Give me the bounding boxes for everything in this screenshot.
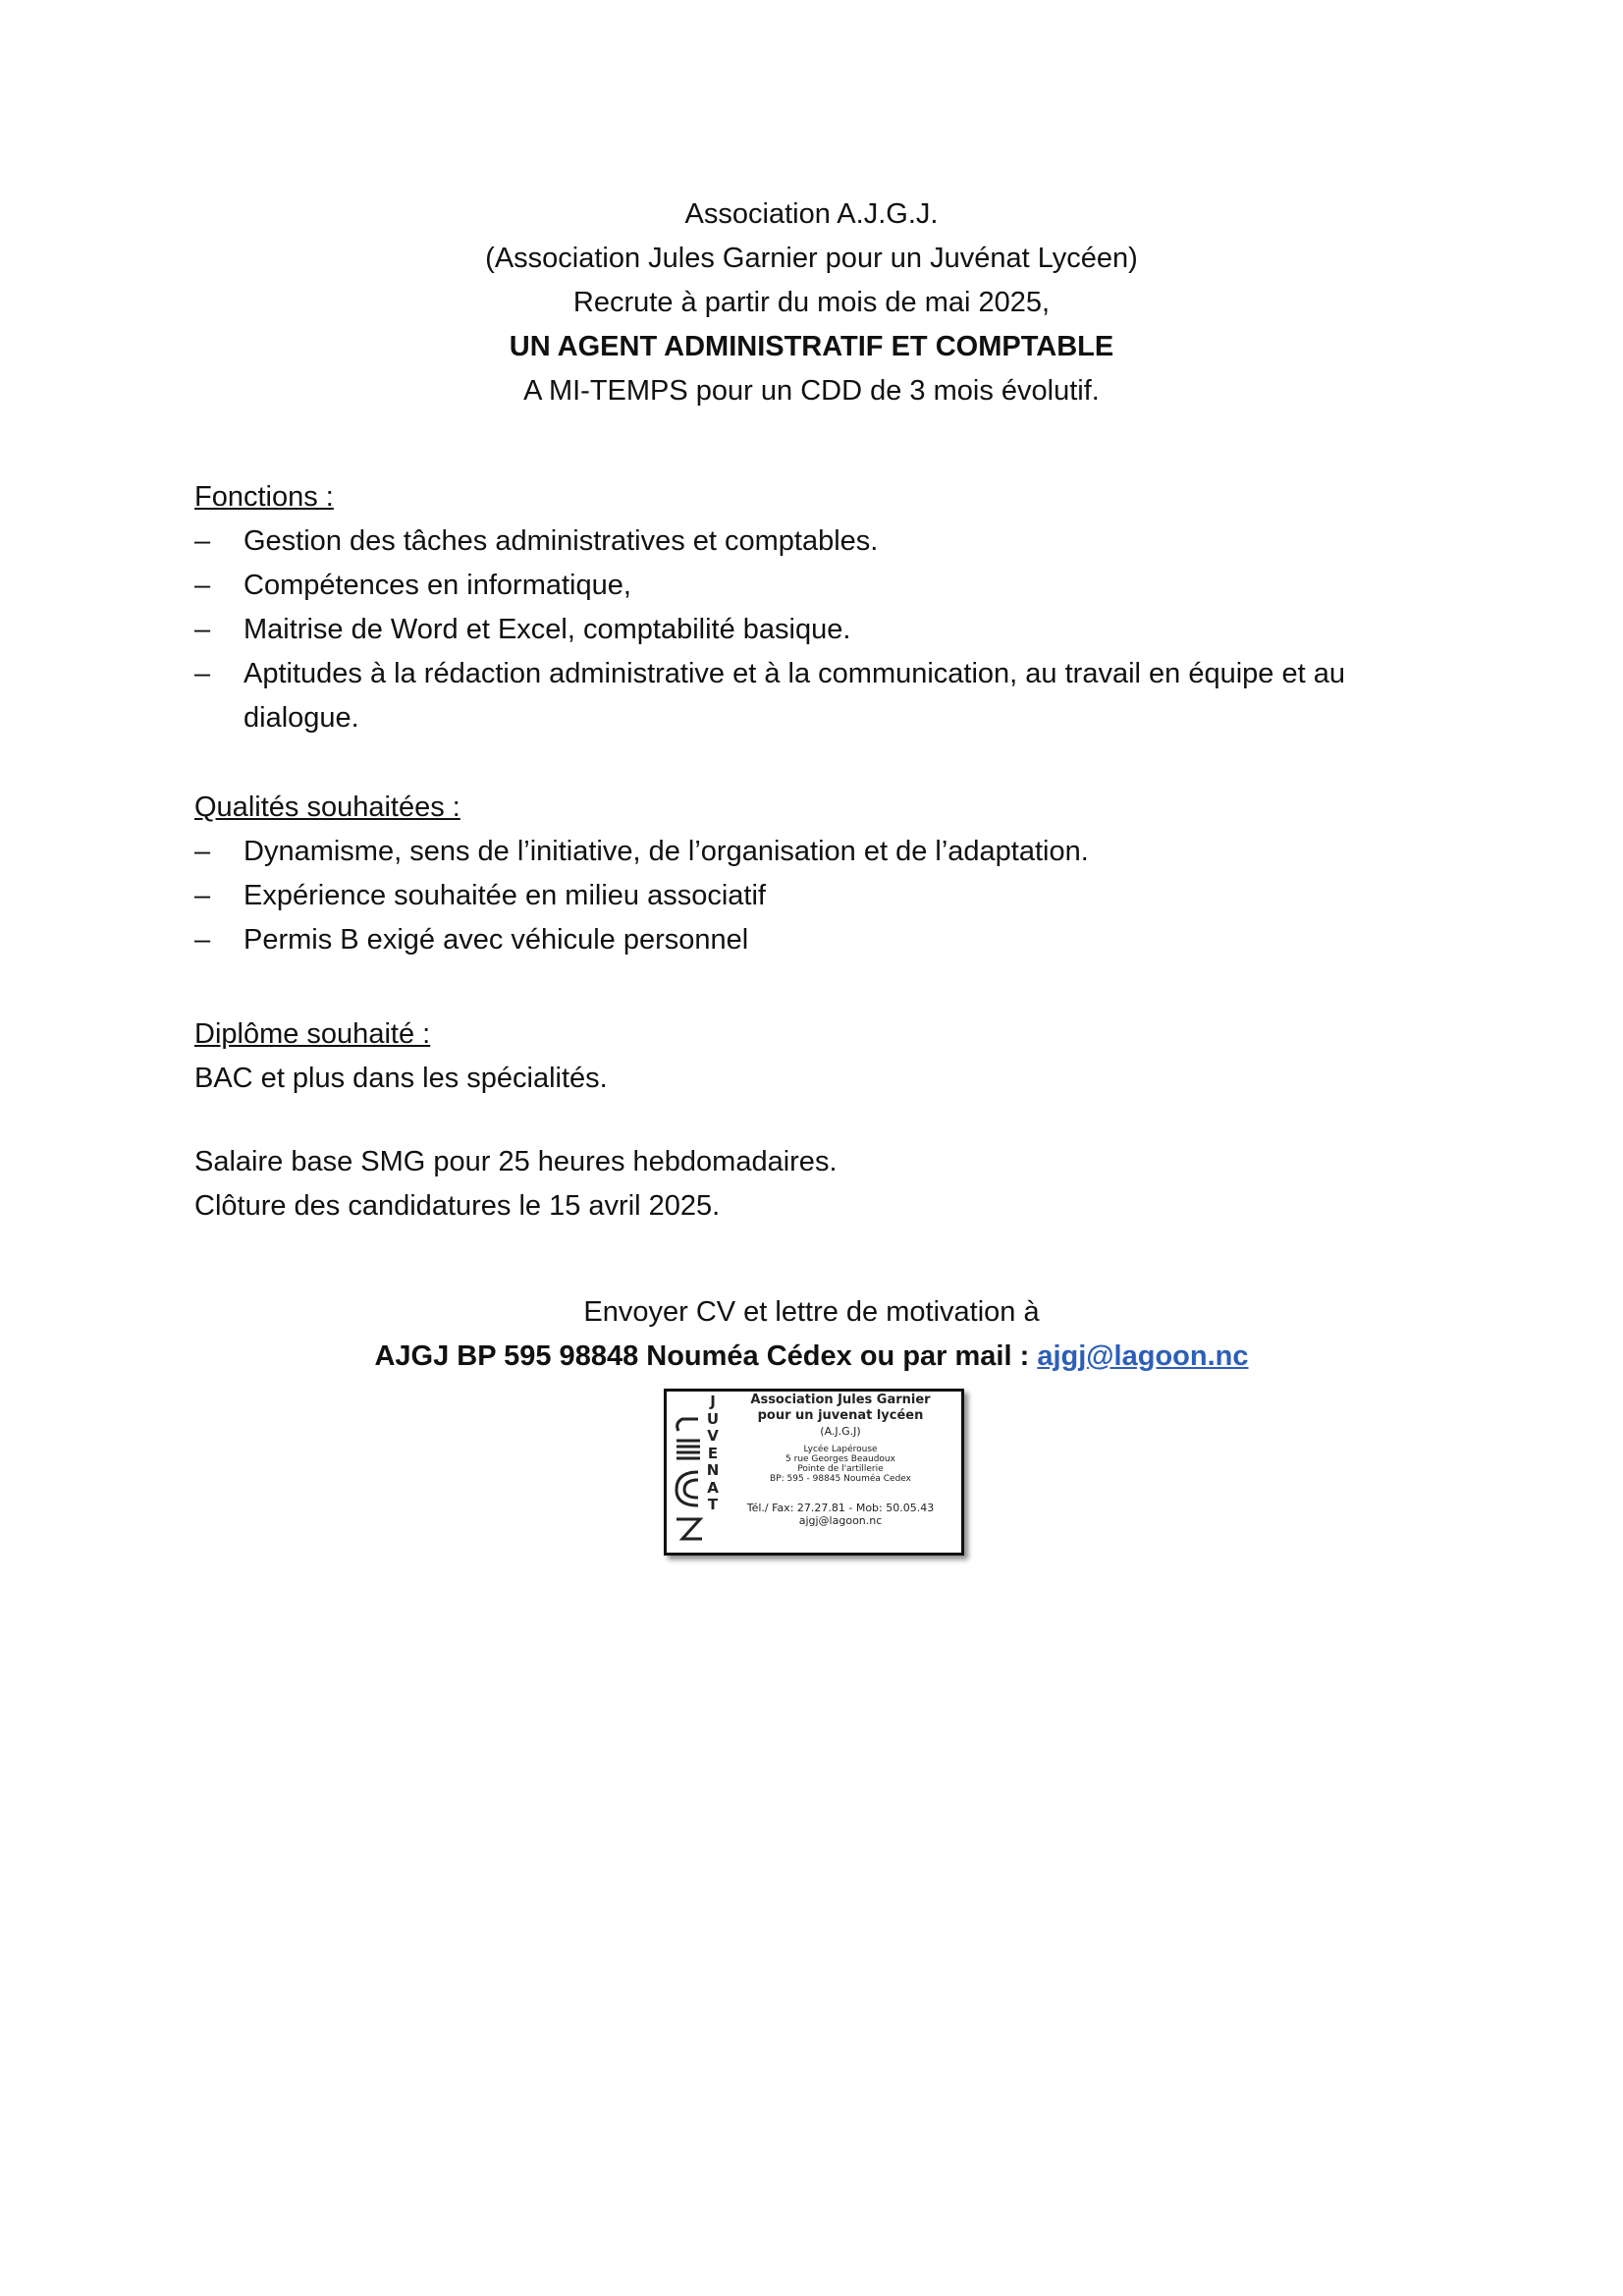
association-stamp [664, 1389, 964, 1556]
list-item: – Permis B exigé avec véhicule personnel [194, 918, 1461, 962]
contract-type: A MI-TEMPS pour un CDD de 3 mois évolutif. [523, 375, 1100, 407]
qualites-title: Qualités souhaitées : [194, 792, 460, 823]
association-full-name: (Association Jules Garnier pour un Juvénat Lycéen) [485, 243, 1138, 274]
stamp-line: Lycée Lapérouse [803, 1445, 878, 1454]
stamp-line: Pointe de l'artillerie [797, 1464, 884, 1474]
stamp-line: BP: 595 - 98845 Nouméa Cedex [770, 1474, 911, 1484]
list-item: – Compétences en informatique, [194, 564, 1461, 608]
stamp-line: Tél./ Fax: 27.27.81 - Mob: 50.05.43 [746, 1502, 935, 1514]
dash-bullet: – [194, 836, 211, 867]
list-item: – Aptitudes à la rédaction administrative et à la communication, au travail en équipe et au dialogue. [194, 652, 1461, 740]
recruitment-date: Recrute à partir du mois de mai 2025, [572, 287, 1051, 318]
qualites-list [194, 830, 1461, 962]
dash-bullet: – [194, 570, 211, 601]
salary-text: Salaire base SMG pour 25 heures hebdomadaires. [194, 1146, 838, 1177]
stamp-vertical-text: J U V E N A T [706, 1393, 720, 1513]
dash-bullet: – [194, 614, 211, 645]
contact-address [0, 1335, 1623, 1379]
fonctions-list [194, 519, 1461, 740]
dash-bullet: – [194, 880, 211, 911]
contact-instruction: Envoyer CV et lettre de motivation à [583, 1296, 1040, 1328]
juvenat-logo-icon [671, 1401, 706, 1547]
association-name: Association A.J.G.J. [684, 198, 939, 230]
list-item: – Dynamisme, sens de l’initiative, de l’organisation et de l’adaptation. [194, 830, 1461, 874]
diplome-text: BAC et plus dans les spécialités. [194, 1063, 608, 1094]
postal-address: AJGJ BP 595 98848 Nouméa Cédex ou par mail : [374, 1340, 1038, 1372]
dash-bullet: – [194, 658, 211, 689]
deadline-text: Clôture des candidatures le 15 avril 2025. [194, 1190, 721, 1222]
job-title: UN AGENT ADMINISTRATIF ET COMPTABLE [509, 331, 1114, 362]
list-item: – Expérience souhaitée en milieu associatif [194, 874, 1461, 918]
diplome-section [194, 1012, 1461, 1101]
stamp-line: ajgj@lagoon.nc [798, 1514, 883, 1527]
conditions-section [194, 1140, 1461, 1229]
header-block [0, 192, 1623, 413]
dash-bullet: – [194, 525, 211, 557]
dash-bullet: – [194, 924, 211, 956]
fonctions-title: Fonctions : [194, 481, 334, 513]
email-link[interactable]: ajgj@lagoon.nc [1037, 1340, 1249, 1372]
diplome-title: Diplôme souhaité : [194, 1018, 431, 1050]
stamp-info [722, 1392, 959, 1527]
list-item: – Maitrise de Word et Excel, comptabilité basique. [194, 608, 1461, 652]
list-item: – Gestion des tâches administratives et comptables. [194, 519, 1461, 564]
stamp-line: (A.J.G.J) [820, 1425, 861, 1438]
qualites-section [194, 786, 1461, 962]
fonctions-section [194, 475, 1461, 740]
contact-block [0, 1290, 1623, 1379]
stamp-line: 5 rue Georges Beaudoux [785, 1454, 895, 1464]
stamp-line: Association Jules Garnier [750, 1393, 931, 1407]
stamp-line: pour un juvenat lycéen [757, 1408, 924, 1423]
